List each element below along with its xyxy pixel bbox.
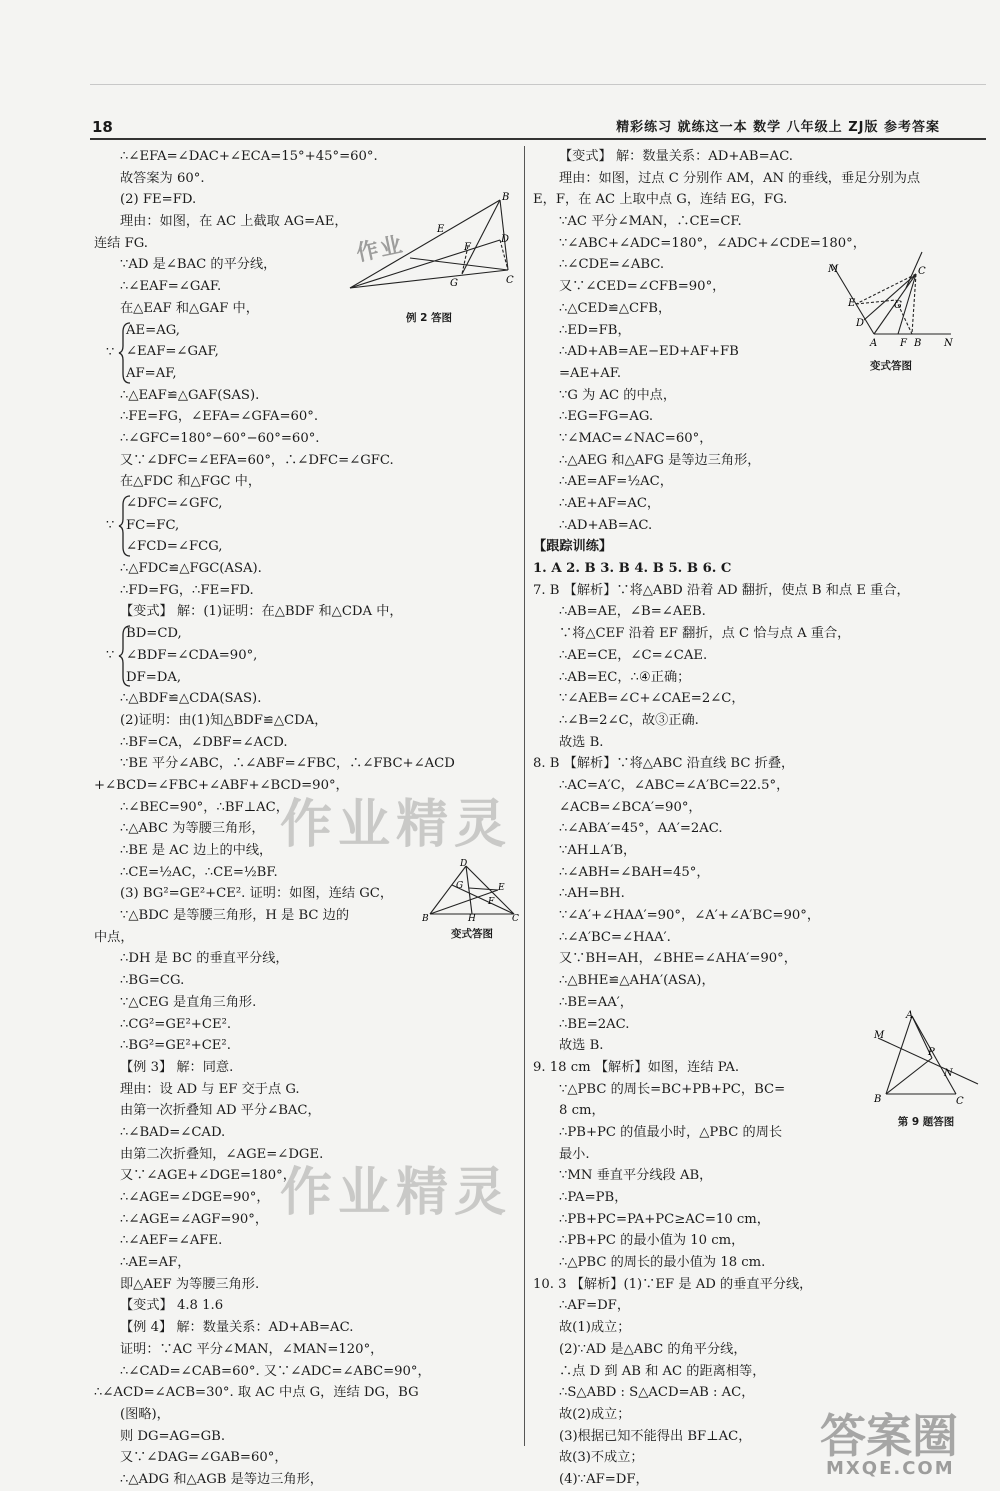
text-line: ∴∠A′BC=∠HAA′. [559,929,671,945]
point-label: C [506,275,514,286]
point-label: G [894,300,902,311]
text-line: 故选 B. [559,1038,604,1054]
text-line: 理由：设 AD 与 EF 交于点 G. [120,1081,300,1097]
text-line: 【变式】 4.8 1.6 [120,1298,224,1314]
watermark-logo: 答案圈 [820,1409,958,1463]
figure-caption: 变式答图 [451,928,493,940]
text-line: ∴AH=BH. [559,886,625,902]
text-line: 由第二次折叠知，∠AGE=∠DGE. [120,1146,324,1162]
text-line: ∵△BDC 是等腰三角形，H 是 BC 边的 [120,908,350,924]
text-line: 证明：∵AC 平分∠MAN，∠MAN=120°， [120,1341,384,1357]
text-line: ∴CE=½AC，∴CE=½BF. [120,864,278,880]
text-line: ∴△ABC 为等腰三角形， [120,821,265,837]
text-line: ∴△CED≌△CFB， [559,300,672,316]
text-line: ∵△PBC 的周长=BC+PB+PC，BC= [559,1081,786,1097]
text-line: ∴AE+AF=AC， [559,496,661,511]
text-line: (2)∵AD 是△ABC 的角平分线， [559,1341,747,1357]
text-line: ∵△CEG 是直角三角形. [120,994,257,1010]
point-label: P [928,1047,935,1058]
text-line: ∵AD 是∠BAC 的平分线， [120,257,277,273]
point-label: M [828,264,839,275]
watermark-stamp: 作业 [354,232,407,267]
text-line: ∴△ADG 和△AGB 是等边三角形， [120,1471,323,1487]
variant-diagram-right [826,244,956,354]
text-line: ∴△BHE≌△AHA′(ASA)， [559,973,715,989]
brace-symbol [118,322,132,384]
text-line: ∴ED=FB， [559,322,631,338]
text-line: 9. 18 cm 【解析】如图，连结 PA. [533,1059,740,1075]
text-line: ∵将△CEF 沿着 EF 翻折，点 C 恰与点 A 重合， [559,626,851,642]
text-line: ∴△BDF≌△CDA(SAS). [120,691,262,707]
point-label: A [906,1010,914,1021]
text-line: ∠ACB=∠BCA′=90°， [559,799,702,815]
text-line: 故(2)成立； [559,1406,631,1422]
text-line: ∴AE=CE，∠C=∠CAE. [559,647,708,663]
text-line: 理由：如图，过点 C 分别作 AM，AN 的垂线，垂足分别为点 [559,170,921,186]
text-line: ∴BG²=GE²+CE². [120,1038,231,1054]
text-line: 理由：如图，在 AC 上截取 AG=AE， [120,214,348,230]
point-label: D [856,318,865,329]
text-line: 【例 4】 解：数量关系：AD+AB=AC. [120,1320,354,1336]
variant-figure-left [422,858,522,941]
text-line: ∴AD+AB=AE−ED+AF+FB [559,344,739,360]
point-label: B [422,914,429,922]
text-line: 又∵∠AGE+∠DGE=180°， [120,1168,296,1184]
answer-line: 1. A 2. B 3. B 4. B 5. B 6. C [533,561,732,577]
text-line: ∴CG²=GE²+CE². [120,1016,232,1032]
text-line: ∴BE 是 AC 边上的中线， [120,843,273,858]
watermark-site: MXQE.COM [826,1458,955,1479]
point-label: E [437,224,445,235]
text-line: ∴PB+PC=PA+PC≥AC=10 cm， [559,1211,770,1227]
text-line: ∴AC=A′C，∠ABC=∠A′BC=22.5°， [559,777,790,793]
text-line: ∠BDF=∠CDA=90°, [126,647,258,663]
page-number: 18 [92,118,113,136]
point-label: D [460,859,468,869]
text-line: ∴∠B=2∠C，故③正确. [559,712,699,728]
point-label: B [502,192,510,203]
text-line: ∴BF=CA，∠DBF=∠ACD. [120,734,288,750]
figure-caption: 第 9 题答图 [897,1116,955,1128]
text-line: ∴AE=AF=½AC， [559,474,673,490]
text-line: ∴AB=AE，∠B=∠AEB. [559,604,706,620]
text-line: ∴△EAF≌△GAF(SAS). [120,387,260,403]
text-line: ∴PB+PC 的最小值为 10 cm， [559,1233,745,1249]
text-line: 故(1)成立； [559,1320,631,1336]
text-line: ∵∠ABC+∠ADC=180°，∠ADC+∠CDE=180°， [559,235,866,251]
text-line: ∴PB+PC 的值最小时，△PBC 的周长 [559,1124,783,1140]
text-line: 【变式】 解：数量关系：AD+AB=AC. [559,149,793,164]
text-line: ∵∠AEB=∠C+∠CAE=2∠C， [559,691,745,707]
point-label: N [944,1068,953,1079]
text-line: ∴∠AGE=∠DGE=90°， [120,1190,270,1205]
point-label: E [848,298,856,309]
text-line: AF=AF, [126,365,177,381]
point-label: B [914,338,922,349]
brace-group-1 [94,320,519,385]
text-line: ∴AF=DF， [559,1298,631,1314]
text-line: ∴∠CDE=∠ABC. [559,257,665,273]
text-line: (2) FE=FD. [120,192,197,208]
text-line: 【变式】 解：(1)证明：在△BDF 和△CDA 中， [120,604,403,620]
text-line: 最小. [559,1146,590,1162]
column-divider [524,146,525,1446]
text-line: ∴BE=AA′， [559,994,633,1010]
point-label: A [870,338,878,349]
text-line: 在△FDC 和△FGC 中， [120,474,262,490]
text-line: ∴EG=FG=AG. [559,409,654,425]
point-label: G [450,278,458,289]
text-line: AE=AG, [126,322,180,338]
text-line: =AE+AF. [559,365,622,381]
text-line: ∴△PBC 的周长的最小值为 18 cm. [559,1255,766,1271]
variant-diagram-left [422,858,522,922]
q9-diagram [870,1010,982,1114]
text-line: DF=DA, [126,669,182,685]
text-line: 又∵∠CED=∠CFB=90°， [559,279,726,295]
text-line: (3)根据已知不能得出 BF⊥AC， [559,1428,752,1444]
text-line: +∠BCD=∠FBC+∠ABF+∠BCD=90°， [94,777,349,793]
text-line: 在△EAF 和△GAF 中， [120,300,259,316]
text-line: ∴∠ACD=∠ACB=30°. 取 AC 中点 G，连结 DG，BG [94,1385,419,1401]
text-line: 7. B 【解析】∵将△ABD 沿着 AD 翻折，使点 B 和点 E 重合， [533,582,910,598]
point-label: M [874,1030,885,1041]
text-line: 8 cm， [559,1103,605,1119]
text-line: 则 DG=AG=GB. [120,1428,226,1444]
header-title: 精彩练习 就练这一本 数学 八年级上 ZJ版 参考答案 [616,120,940,135]
text-line: 又∵BH=AH，∠BHE=∠AHA′=90°， [559,951,797,967]
point-label: F [488,897,495,907]
point-label: E [498,883,505,893]
brace-group-2 [94,493,519,558]
point-label: C [956,1096,964,1107]
text-line: E，F，在 AC 上取中点 G，连结 EG，FG. [533,192,788,208]
text-line: ∴BG=CG. [120,973,185,989]
text-line: BD=CD, [126,626,182,642]
text-line: ∴AE=AF， [120,1255,191,1271]
text-line: ∴∠AEF=∠AFE. [120,1233,223,1249]
point-label: B [874,1094,882,1105]
text-line: ∴∠CAD=∠CAB=60°. 又∵∠ADC=∠ABC=90°， [120,1363,431,1379]
text-line: ∵BE 平分∠ABC，∴∠ABF=∠FBC，∴∠FBC+∠ACD [120,756,455,772]
q9-figure [870,1010,982,1129]
text-line: FC=FC, [126,517,180,533]
watermark-text: 作业精灵 [280,795,513,855]
point-label: D [501,234,510,245]
text-line: ∴∠AGE=∠AGF=90°， [120,1211,269,1227]
because-symbol: ∵ [106,344,115,360]
text-line: 故答案为 60°. [120,170,205,186]
text-line: ∴PA=PB， [559,1190,628,1205]
text-line: ∴BE=2AC. [559,1016,630,1032]
text-line: 即△AEF 为等腰三角形. [120,1276,260,1292]
text-line: ∠EAF=∠GAF, [126,344,219,360]
text-line: (4)∵AF=DF， [559,1471,649,1487]
text-line: ∴∠ABA′=45°，AA′=2AC. [559,821,723,837]
text-line: 10. 3 【解析】(1)∵EF 是 AD 的垂直平分线， [533,1276,813,1292]
figure-caption: 例 2 答图 [405,312,453,324]
text-line: 故(3)不成立； [559,1450,644,1466]
text-line: ∴∠EFA=∠DAC+∠ECA=15°+45°=60°. [120,149,378,164]
text-line: ∴FD=FG，∴FE=FD. [120,582,254,598]
text-line: ∴∠EAF=∠GAF. [120,279,222,295]
text-line: ∴DH 是 BC 的垂直平分线， [120,951,289,967]
text-line: 中点， [94,929,134,945]
point-label: C [918,266,926,277]
brace-symbol [118,495,132,557]
section-heading: 【跟踪训练】 [533,539,613,555]
text-line: ∠DFC=∠GFC, [126,496,223,511]
text-line: 连结 FG. [94,235,148,251]
text-line: ∴S△ABD : S△ACD=AB : AC， [559,1385,755,1401]
text-line: 又∵∠DAG=∠GAB=60°， [120,1450,288,1466]
text-line: ∴∠GFC=180°−60°−60°=60°. [120,430,320,446]
header-top-rule [90,84,986,85]
point-label: F [464,242,471,253]
text-line: ∴AD+AB=AC. [559,517,653,533]
text-line: 故选 B. [559,734,604,750]
text-line: ∴∠BAD=∠CAD. [120,1124,226,1140]
text-line: ∴∠BEC=90°，∴BF⊥AC， [120,799,289,815]
text-line: ∵AC 平分∠MAN，∴CE=CF. [559,214,742,230]
text-line: ∵G 为 AC 的中点， [559,387,677,403]
point-label: C [512,914,519,922]
header-rule [90,138,986,140]
text-line: 又∵∠DFC=∠EFA=60°，∴∠DFC=∠GFC. [120,452,394,468]
brace-group-3 [94,623,519,688]
point-label: N [944,338,953,349]
because-symbol: ∵ [106,518,115,533]
text-line: ∠FCD=∠FCG, [126,539,223,555]
text-line: ∴FE=FG，∠EFA=∠GFA=60°. [120,409,319,425]
text-line: (2)证明：由(1)知△BDF≌△CDA， [120,712,328,728]
text-line: ∴△AEG 和△AFG 是等边三角形， [559,452,761,468]
point-label: H [468,914,476,922]
text-line: ∴△FDC≌△FGC(ASA). [120,561,262,577]
text-line: ∵MN 垂直平分线段 AB， [559,1168,713,1184]
watermark-text: 作业精灵 [280,1163,513,1223]
text-line: ∴AB=EC，∴④正确； [559,669,691,685]
variant-figure-right [826,244,956,373]
point-label: F [900,338,907,349]
because-symbol: ∵ [106,648,115,664]
text-line: 8. B 【解析】∵将△ABC 沿直线 BC 折叠， [533,756,795,772]
brace-symbol [118,625,132,687]
text-line: (图略)， [120,1406,170,1422]
text-line: ∵∠A′+∠HAA′=90°，∠A′+∠A′BC=90°， [559,908,821,924]
text-line: (3) BG²=GE²+CE². 证明：如图，连结 GC， [120,886,394,902]
text-line: 由第一次折叠知 AD 平分∠BAC， [120,1103,321,1119]
text-line: 【例 3】 解：同意. [120,1059,234,1075]
text-line: ∴∠ABH=∠BAH=45°， [559,864,710,880]
figure-caption: 变式答图 [870,360,912,372]
text-line: ∵∠MAC=∠NAC=60°， [559,430,713,446]
text-line: ∵AH⊥A′B， [559,843,637,858]
point-label: G [456,881,464,891]
text-line: ∴点 D 到 AB 和 AC 的距离相等， [559,1363,766,1379]
